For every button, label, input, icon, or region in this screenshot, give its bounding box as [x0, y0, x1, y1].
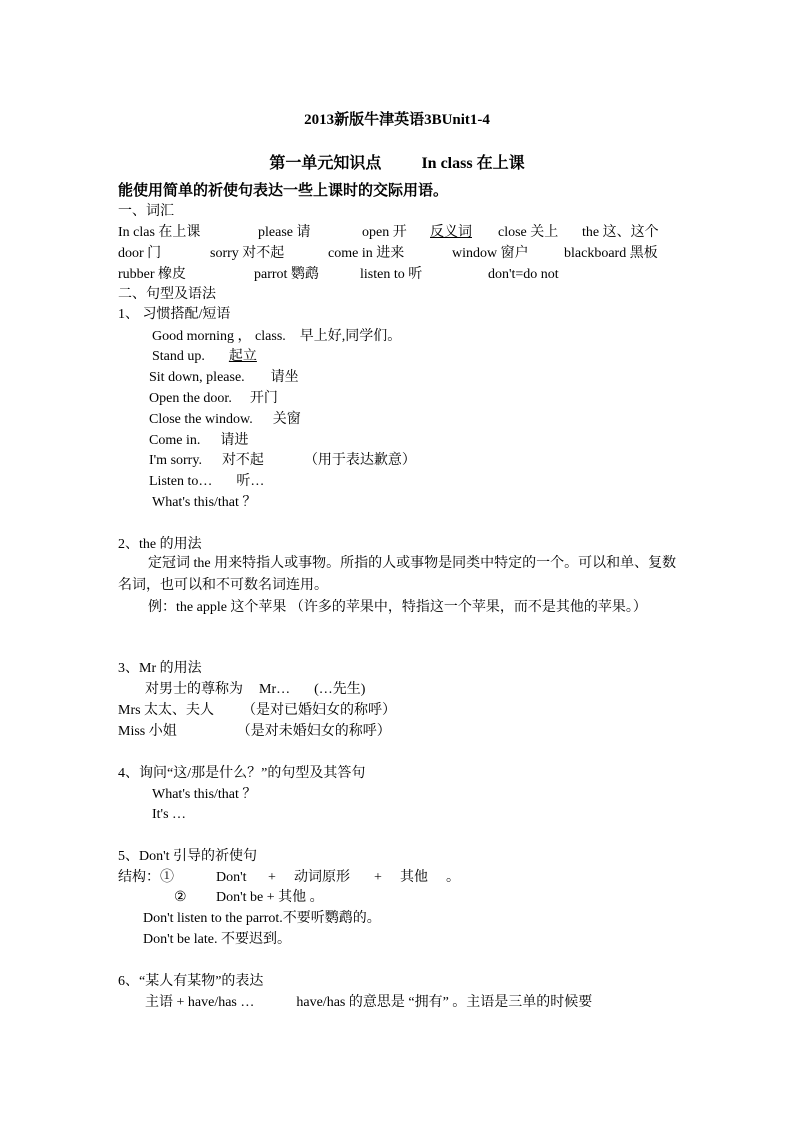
phrase-en: I'm sorry.	[149, 453, 202, 468]
section-6-line-1	[145, 994, 592, 1012]
phrase-cn: 早上好,同学们。	[299, 329, 402, 344]
phrase-cn: 起立	[228, 349, 257, 364]
section-6-heading: 6、“某人有某物”的表达	[118, 974, 264, 989]
section-5-structure-2	[118, 889, 678, 907]
section-4-heading: 4、询问“这/那是什么？”的句型及其答句	[118, 766, 366, 781]
vocab-item: please 请	[258, 225, 311, 240]
section-5-structure-1	[118, 869, 678, 887]
phrase-row	[149, 473, 264, 491]
section-2-paragraph-1: 定冠词 the 用来特指人或事物。所指的人或事物是同类中特定的一个。可以和单、复数名词，也可以和不可数名词连用。	[118, 556, 677, 593]
document-title: 2013新版牛津英语3BUnit1-4	[304, 112, 490, 128]
vocab-item: come in 进来	[328, 246, 405, 261]
section-1-heading: 1、 习惯搭配/短语	[118, 307, 231, 322]
vocab-item: the 这、这个	[582, 225, 659, 240]
section-2-heading: 2、the 的用法	[118, 537, 202, 552]
phrase-cn: 请坐	[270, 370, 299, 385]
phrase-en: What's this/that ？	[152, 495, 257, 510]
mr-meaning: (…先生)	[314, 682, 366, 697]
vocab-row-2	[118, 245, 678, 263]
vocab-item-antonym: 反义词	[430, 225, 472, 240]
vocab-item: parrot 鹦鹉	[254, 267, 319, 282]
mr-term: Mr…	[259, 682, 291, 697]
phrase-cn: 关窗	[272, 412, 301, 427]
vocab-item: close 关上	[498, 225, 559, 240]
section-5-heading: 5、Don't 引导的祈使句	[118, 849, 258, 864]
section-2-paragraph-2: 例：the apple 这个苹果 （许多的苹果中，特指这一个苹果，而不是其他的苹果。）	[148, 600, 647, 615]
phrase-cn: 开门	[249, 391, 278, 406]
phrase-row	[149, 390, 278, 408]
vocab-item: listen to 听	[360, 267, 423, 282]
phrase-row	[149, 411, 301, 429]
phrase-row	[152, 328, 401, 346]
section-4-line-2: It's …	[152, 807, 187, 822]
vocab-row-1	[118, 224, 678, 242]
phrase-en: Close the window.	[149, 412, 253, 427]
structure-part: +	[268, 870, 276, 885]
structure-part: +	[374, 870, 382, 885]
phrase-cn: 对不起	[221, 453, 264, 468]
unit-heading	[0, 150, 794, 173]
vocab-item: sorry 对不起	[210, 246, 285, 261]
section-3-line-2	[118, 702, 396, 720]
phrase-row	[149, 369, 299, 387]
structure-label: 结构：①	[118, 870, 174, 885]
section-5-example-1: Don't listen to the parrot.不要听鹦鹉的。	[143, 911, 381, 926]
vocab-item: window 窗户	[452, 246, 529, 261]
phrase-cn: 请进	[220, 433, 249, 448]
phrase-row	[152, 348, 257, 366]
vocab-item: In clas 在上课	[118, 225, 201, 240]
have-structure: 主语 + have/has …	[145, 995, 255, 1010]
phrase-cn: 听…	[236, 474, 265, 489]
vocab-row-3	[118, 266, 678, 284]
vocab-item: blackboard 黑板	[564, 246, 658, 261]
unit-heading-cn: 第一单元知识点	[269, 155, 382, 172]
phrase-en: Stand up.	[152, 349, 205, 364]
vocab-item: rubber 橡皮	[118, 267, 187, 282]
section-4-line-1: What's this/that ？	[152, 787, 257, 802]
phrase-row	[149, 452, 416, 470]
mrs-term: Mrs 太太、夫人	[118, 703, 215, 718]
unit-heading-en: In class 在上课	[421, 155, 525, 172]
phrase-note: （用于表达歉意）	[303, 453, 416, 468]
vocab-item: open 开	[362, 225, 407, 240]
structure-part: 。	[446, 870, 460, 885]
structure-part: Don't	[216, 870, 247, 885]
miss-note: （是对未婚妇女的称呼）	[236, 724, 391, 739]
phrase-en: Listen to…	[149, 474, 213, 489]
structure-part: Don't be + 其他 。	[216, 890, 324, 905]
have-meaning: have/has 的意思是 “拥有” 。主语是三单的时候要	[296, 995, 593, 1010]
vocab-heading: 一、词汇	[118, 204, 174, 219]
vocab-item: door 门	[118, 246, 162, 261]
structure-number: ②	[174, 890, 187, 905]
phrase-en: Sit down, please.	[149, 370, 245, 385]
section-3-line-3	[118, 723, 391, 741]
mrs-note: （是对已婚妇女的称呼）	[242, 703, 397, 718]
mr-desc: 对男士的尊称为	[145, 682, 243, 697]
structure-part: 动词原形	[294, 870, 350, 885]
phrase-en: Good morning ， class.	[152, 329, 286, 344]
phrase-row	[149, 432, 248, 450]
unit-intro: 能使用简单的祈使句表达一些上课时的交际用语。	[118, 183, 449, 199]
phrase-en: Open the door.	[149, 391, 232, 406]
phrase-en: Come in.	[149, 433, 201, 448]
phrase-row	[152, 494, 256, 512]
miss-term: Miss 小姐	[118, 724, 177, 739]
section-5-example-2: Don't be late. 不要迟到。	[143, 932, 291, 947]
vocab-item: don't=do not	[488, 267, 559, 282]
section-3-line-1	[145, 681, 365, 699]
section-3-heading: 3、Mr 的用法	[118, 661, 202, 676]
structure-part: 其他	[400, 870, 428, 885]
grammar-heading: 二、句型及语法	[118, 287, 216, 302]
